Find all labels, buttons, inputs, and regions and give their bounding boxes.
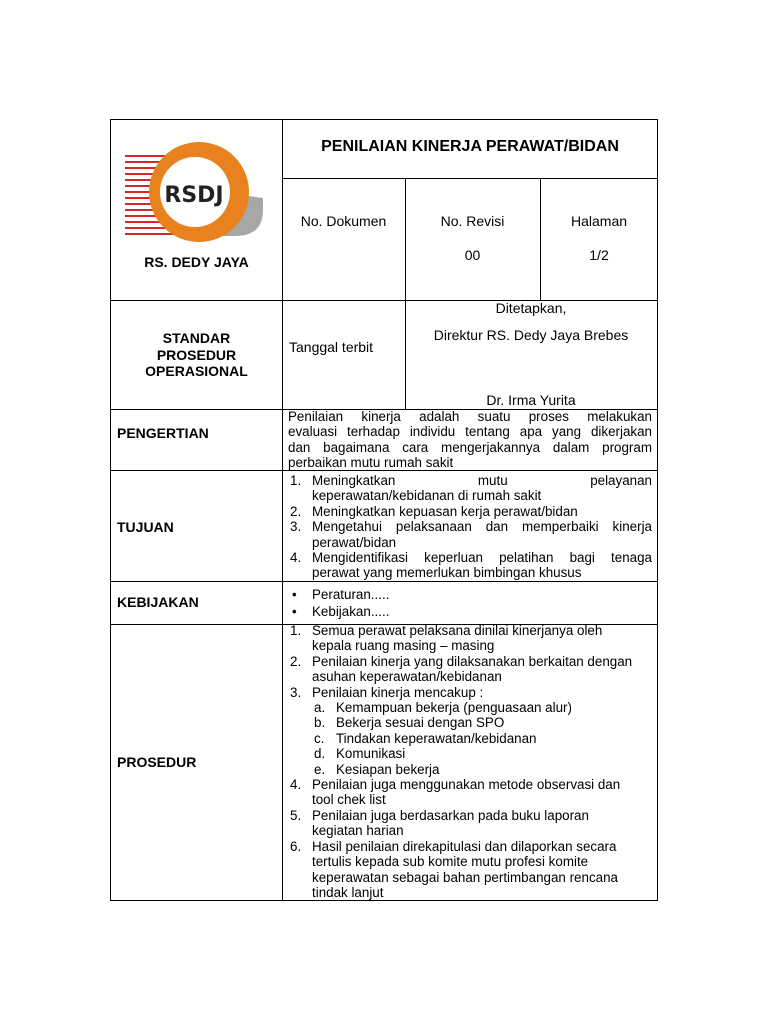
prosedur-item-1-line-1: Semua perawat pelaksana dinilai kinerjanya oleh	[312, 623, 603, 638]
prosedur-item-6-line-3: keperawatan sebagai bahan pertimbangan rencana	[312, 869, 618, 885]
pengertian-line-1: Penilaian kinerja adalah suatu proses melakukan	[288, 409, 652, 424]
document-title: PENILAIAN KINERJA PERAWAT/BIDAN	[321, 138, 619, 155]
tujuan-item-1-line-1	[312, 473, 652, 488]
tujuan-item-2-line-1: Meningkatkan kepuasan kerja perawat/bidan	[312, 503, 578, 519]
page-value: 1/2	[589, 247, 609, 263]
list-number: 1.	[290, 623, 302, 638]
list-number: 2.	[290, 503, 302, 519]
subitem-text: Kesiapan bekerja	[336, 761, 440, 777]
sop-line-2: PROSEDUR	[156, 346, 237, 363]
subitem-text: Komunikasi	[336, 746, 406, 762]
prosedur-item-6-line-2: tertulis kepada sub komite mutu profesi komite	[312, 854, 589, 870]
prosedur-item-2-line-1: Penilaian kinerja yang dilaksanakan berkaitan dengan	[312, 653, 633, 669]
kebijakan-item: • Kebijakan.....	[288, 603, 652, 620]
prosedur-item-6-line-4: tindak lanjut	[312, 884, 384, 900]
tujuan-item-4-line-2: perawat yang memerlukan bimbingan khusus	[312, 565, 582, 581]
tujuan-label: TUJUAN	[117, 519, 174, 535]
tujuan-item-4-line-1: Mengidentifikasi keperluan pelatihan bagi tenaga	[312, 550, 652, 566]
list-letter: c.	[314, 730, 325, 746]
list-number: 6.	[290, 838, 302, 854]
tujuan-item	[288, 519, 652, 550]
prosedur-item-6-line-1: Hasil penilaian direkapitulasi dan dilaporkan secara	[312, 838, 617, 854]
tujuan-item-3-line-2: perawat/bidan	[312, 534, 397, 550]
tujuan-item	[288, 504, 652, 519]
pengertian-line-2: evaluasi terhadap individu tentang apa yang dikerjakan	[288, 424, 652, 440]
prosedur-subitem	[312, 731, 652, 746]
divider-tujuan	[111, 581, 657, 582]
tujuan-item-1-line-2: keperawatan/kebidanan di rumah sakit	[312, 488, 542, 504]
kebijakan-label: KEBIJAKAN	[117, 594, 199, 610]
list-number: 3.	[290, 684, 302, 700]
director-name: Dr. Irma Yurita	[486, 392, 576, 408]
hospital-name: RS. DEDY JAYA	[144, 254, 249, 270]
list-number: 4.	[290, 550, 302, 566]
divider-title	[282, 178, 658, 179]
list-letter: e.	[314, 761, 326, 777]
prosedur-item-5-line-1: Penilaian juga berdasarkan pada buku laporan	[312, 807, 589, 823]
word: pelayanan	[590, 473, 652, 488]
sop-label	[111, 330, 282, 380]
pengertian-line-4: perbaikan mutu rumah sakit	[288, 455, 454, 471]
sop-document	[110, 119, 658, 901]
list-letter: b.	[314, 715, 326, 731]
prosedur-item	[288, 654, 652, 685]
prosedur-item-4-line-1: Penilaian juga menggunakan metode observasi dan	[312, 777, 621, 793]
prosedur-item	[288, 777, 652, 808]
hospital-logo	[123, 136, 271, 248]
divider-left-column	[282, 120, 283, 900]
subitem-text: Bekerja sesuai dengan SPO	[336, 715, 505, 731]
prosedur-subitem	[312, 715, 652, 730]
prosedur-subitem	[312, 762, 652, 777]
prosedur-item-4-line-2: tool chek list	[312, 792, 386, 808]
subitem-text: Kemampuan bekerja (penguasaan alur)	[336, 700, 572, 716]
pengertian-line-3: dan bagaimana cara mengerjakannya dalam program	[288, 439, 652, 455]
list-number: 4.	[290, 777, 302, 793]
prosedur-subitem	[312, 746, 652, 761]
kebijakan-item: • Peraturan.....	[288, 586, 652, 603]
word: Meningkatkan	[312, 473, 396, 488]
sop-line-1: STANDAR	[162, 330, 231, 346]
prosedur-subitem	[312, 700, 652, 715]
issue-date-label: Tanggal terbit	[289, 339, 374, 355]
prosedur-label: PROSEDUR	[117, 754, 197, 770]
tujuan-item	[288, 473, 652, 504]
prosedur-item-3-line-1: Penilaian kinerja mencakup :	[312, 684, 484, 700]
prosedur-item-1-line-2: kepala ruang masing – masing	[312, 638, 495, 654]
tujuan-list	[288, 473, 652, 581]
sop-line-3: OPERASIONAL	[145, 363, 248, 379]
list-letter: a.	[314, 700, 326, 716]
prosedur-item	[288, 839, 652, 901]
list-number: 1.	[290, 473, 302, 488]
word: mutu	[477, 473, 508, 488]
prosedur-item	[288, 623, 652, 654]
prosedur-item	[288, 808, 652, 839]
established-label: Ditetapkan,	[495, 300, 567, 316]
list-letter: d.	[314, 746, 326, 762]
prosedur-item	[288, 685, 652, 777]
prosedur-item-5-line-2: kegiatan harian	[312, 823, 404, 839]
divider-rev-page	[540, 178, 541, 300]
director-title: Direktur RS. Dedy Jaya Brebes	[433, 327, 629, 343]
tujuan-item	[288, 550, 652, 581]
list-number: 2.	[290, 653, 302, 669]
pengertian-text	[288, 409, 652, 471]
tujuan-item-3-line-1: Mengetahui pelaksanaan dan memperbaiki kinerja	[312, 519, 652, 535]
rsdj-logo-icon	[123, 136, 271, 248]
logo-text: RSDJ	[164, 183, 224, 208]
prosedur-item-2-line-2: asuhan keperawatan/kebidanan	[312, 669, 502, 685]
pengertian-label: PENGERTIAN	[117, 425, 209, 441]
prosedur-list	[288, 623, 652, 900]
doc-number-label: No. Dokumen	[300, 213, 387, 229]
revision-label: No. Revisi	[440, 213, 505, 229]
page-label: Halaman	[570, 213, 628, 229]
subitem-text: Tindakan keperawatan/kebidanan	[336, 730, 537, 746]
list-number: 5.	[290, 807, 302, 823]
list-number: 3.	[290, 519, 302, 535]
revision-value: 00	[464, 247, 481, 263]
kebijakan-list	[288, 586, 652, 620]
